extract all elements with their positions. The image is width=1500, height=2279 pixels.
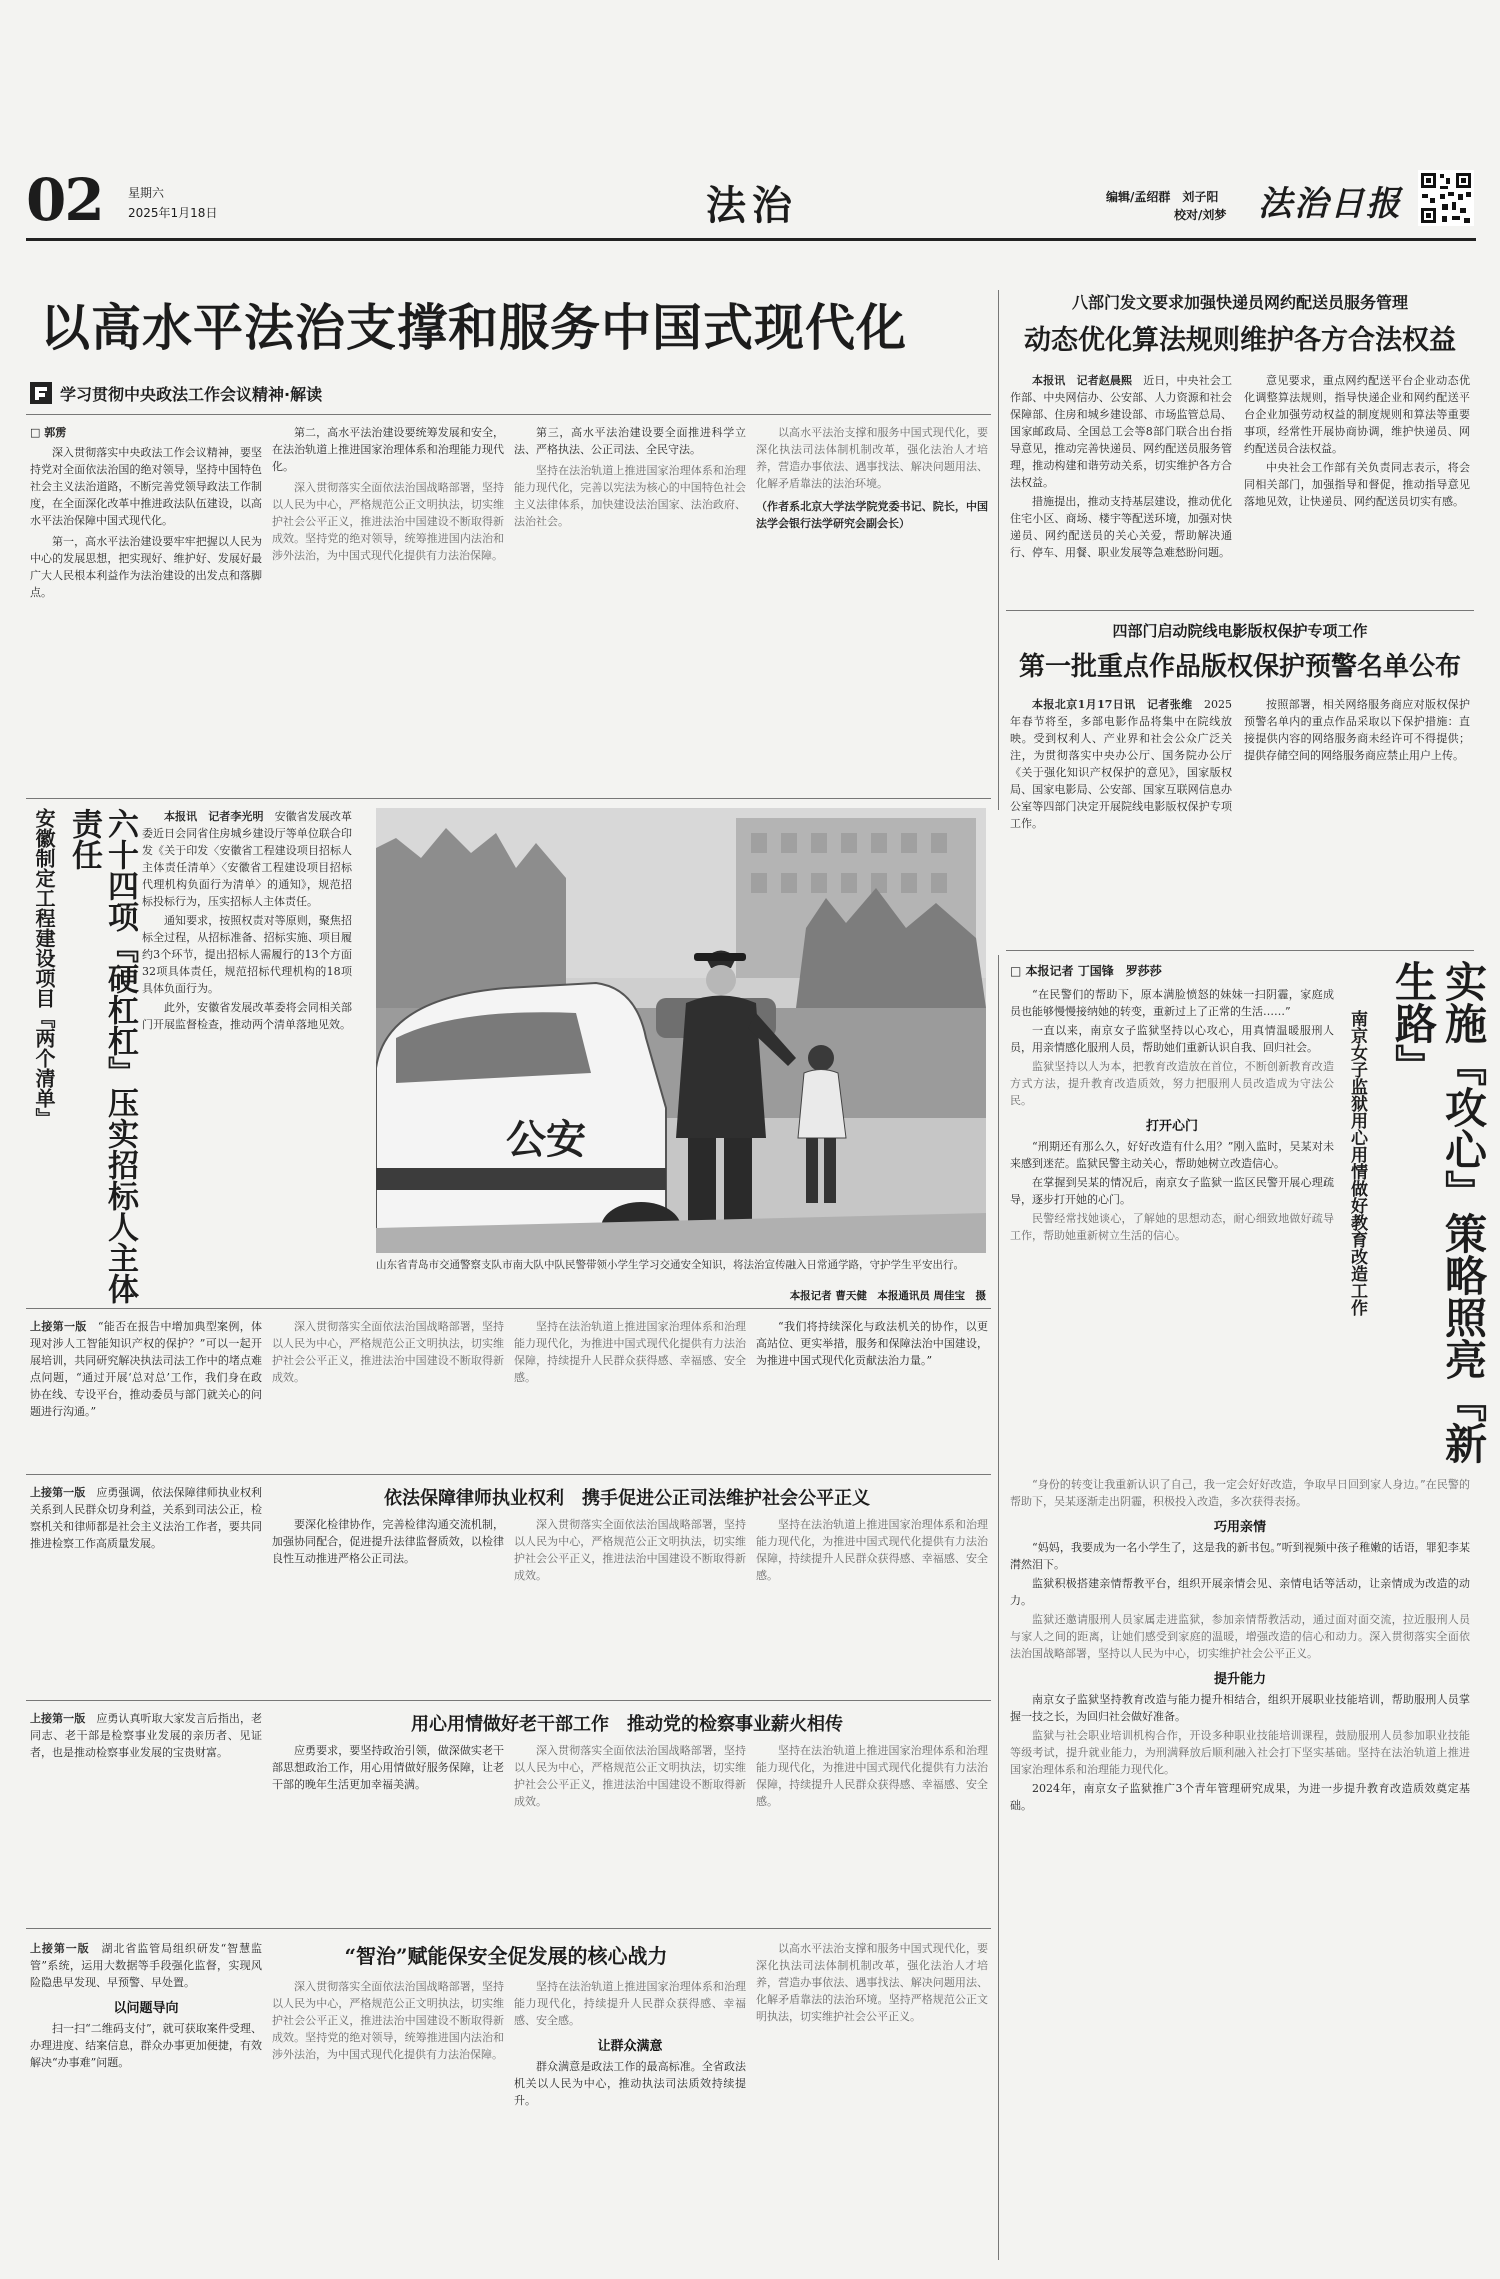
anhui-column-1 [142, 808, 352, 1298]
page-header [26, 166, 1476, 238]
express-paragraph: 中央社会工作部有关负责同志表示，将会同相关部门，加强指导和督促，推动指导意见落地见效，让快递员、网约配送员切实有感。 [1244, 461, 1470, 508]
veteran-column-4 [756, 1742, 988, 1920]
anhui-byline: 本报讯 记者李光明 [164, 810, 264, 823]
feature-paragraph: 一直以来，南京女子监狱坚持以心攻心，用真情温暖服刑人员，用亲情感化服刑人员，帮助她们重新认识自我、回归社会。 [1010, 1024, 1334, 1054]
lawyer-text: 应勇强调，依法保障律师执业权利关系到人民群众切身利益，关系到司法公正，检察机关和律师都是社会主义法治工作者，要共同推进检察工作高质量发展。 [30, 1486, 262, 1550]
weekday: 星期六 [128, 186, 165, 200]
continuation-column-4 [756, 1318, 988, 1468]
feature-paragraph: 在掌握到吴某的情况后，南京女子监狱一监区民警开展心理疏导，逐步打开她的心门。 [1010, 1176, 1334, 1206]
copyright-paragraph: 按照部署，相关网络服务商应对版权保护预警名单内的重点作品采取以下保护措施：直接提供内容的网络服务商未经许可不得提供；提供存储空间的网络服务商应禁止用户上传。 [1244, 698, 1470, 762]
copyright-paragraph [1010, 696, 1232, 832]
copyright-rule [1006, 950, 1474, 951]
photo-illustration [376, 808, 986, 1253]
feature-paragraph: 南京女子监狱坚持教育改造与能力提升相结合，组织开展职业技能培训，帮助服刑人员掌握一技之长，为回归社会做好准备。 [1010, 1693, 1470, 1723]
door-label: 公安 [506, 1117, 586, 1163]
feature-subhead: 打开心门 [1145, 1119, 1198, 1134]
veteran-paragraph [30, 1710, 262, 1761]
continuation-column-1 [30, 1318, 262, 1468]
filler-text: 坚持在法治轨道上推进国家治理体系和治理能力现代化，完善以宪法为核心的中国特色社会主义法律体系，加快建设法治国家、法治政府、法治社会。 [514, 464, 746, 528]
anhui-text: 安徽省发展改革委近日会同省住房城乡建设厅等单位联合印发《关于印发〈安徽省工程建设项目招标人主体责任清单〉〈安徽省工程建设项目招标代理机构负面行为清单〉的通知》，规范招标投标行为，压实招标人主体责任。 [142, 810, 352, 908]
continuation-paragraph: “我们将持续深化与政法机关的协作，以更高站位、更实举措，服务和保障法治中国建设，为推进中国式现代化贡献法治力量。” [756, 1320, 988, 1367]
express-text: 近日，中央社会工作部、中央网信办、公安部、人力资源和社会保障部、住房和城乡建设部、市场监管总局、国家邮政局、全国总工会等8部门联合出台指导意见，推动完善快递员、网约配送员服务管理，推动构建和谐劳动关系，切实维护各方合法权益。 [1010, 374, 1232, 489]
feature-column-top [1010, 986, 1334, 1466]
zhizhi-column-2 [272, 1978, 504, 2260]
continuation-paragraph [30, 1318, 262, 1420]
veteran-text: 应勇认真听取大家发言后指出，老同志、老干部是检察事业发展的亲历者、见证者，也是推动检察事业发展的宝贵财富。 [30, 1712, 262, 1759]
zhizhi-subhead: 以问题导向 [113, 2001, 179, 2016]
feature-subhead: 提升能力 [1213, 1672, 1266, 1687]
anhui-paragraph [142, 808, 352, 910]
express-paragraph: 意见要求，重点网约配送平台企业动态优化调整算法规则，指导快递企业和网约配送平台企业加强劳动权益的制度规则和算法等重要事项，经常性开展协商协调，维护快递员、网约配送员合法权益。 [1244, 374, 1470, 455]
zhizhi-column-4 [756, 1940, 988, 2260]
lead-column-4 [756, 424, 988, 784]
veteran-label: 上接第一版 [30, 1712, 86, 1725]
feature-byline: □ 本报记者 丁国锋 罗莎莎 [1010, 964, 1162, 978]
photo-credit: 本报记者 曹天健 本报通讯员 周佳宝 摄 [789, 1290, 986, 1302]
feature-vertical-headline: 实施『攻心』策略照亮『新生路』 [1389, 960, 1488, 1464]
lead-paragraph: 深入贯彻落实中央政法工作会议精神，要坚持党对全面依法治国的绝对领导，坚持中国特色社会主义法治道路，不断完善党领导政法工作制度，在全面深化改革中推进政法队伍建设，以高水平法治保障中国式现代化。 [30, 446, 262, 527]
issue-date: 2025年1月18日 [128, 206, 218, 220]
copyright-column-2 [1244, 696, 1470, 944]
express-rule [1006, 610, 1474, 611]
editors: 编辑/孟绍群 刘子阳 [1106, 190, 1219, 204]
section-title: 法治 [706, 182, 798, 229]
filler-text: 以高水平法治支撑和服务中国式现代化，要深化执法司法体制机制改革，强化法治人才培养，营造办事依法、遇事找法、解决问题用法、化解矛盾靠法的法治环境。 [756, 426, 988, 490]
feature-paragraph: “在民警们的帮助下，原本满脸愤怒的妹妹一扫阴霾，家庭成员也能够慢慢接纳她的转变，重新过上了正常的生活……” [1010, 988, 1334, 1018]
news-photo [376, 808, 986, 1253]
lawyer-headline: 依法保障律师执业权利 携手促进公正司法维护社会公平正义 [384, 1488, 870, 1509]
filler-text: 以高水平法治支撑和服务中国式现代化，要深化执法司法体制机制改革，强化法治人才培养，营造办事依法、遇事找法、解决问题用法、化解矛盾靠法的法治环境。坚持严格规范公正文明执法，切实维护社会公平正义。 [756, 1942, 988, 2023]
anhui-paragraph: 通知要求，按照权责对等原则，聚焦招标全过程，从招标准备、招标实施、项目履约3个环节，提出招标人需履行的13个方面32项具体责任，规范招标代理机构的18项具体负面行为。 [142, 914, 352, 995]
express-headline: 动态优化算法规则维护各方合法权益 [1024, 325, 1456, 356]
filler-text: 坚持在法治轨道上推进国家治理体系和治理能力现代化，持续提升人民群众获得感、幸福感、安全感。 [514, 1980, 746, 2027]
page-number: 02 [26, 166, 103, 234]
feature-paragraph: 2024年，南京女子监狱推广3个青年管理研究成果，为进一步提升教育改造质效奠定基础。 [1010, 1782, 1470, 1812]
lead-column-3 [514, 424, 746, 784]
lead-column-1 [30, 424, 262, 784]
express-paragraph [1010, 372, 1232, 491]
qr-code-icon [1418, 170, 1474, 226]
lead-paragraph: 第一，高水平法治建设要牢牢把握以人民为中心的发展思想，把实现好、维护好、发展好最广大人民根本利益作为法治建设的出发点和落脚点。 [30, 535, 262, 599]
zhizhi-column-1 [30, 1940, 262, 2260]
anhui-top-rule [26, 798, 991, 799]
copyright-byline: 本报北京1月17日讯 记者张维 [1032, 698, 1193, 711]
continuation-rule [26, 1474, 991, 1475]
anhui-vertical-headline: 六十四项『硬杠杠』压实招标人主体责任 [66, 808, 138, 1304]
filler-text: 监狱还邀请服刑人员家属走进监狱，参加亲情帮教活动，通过面对面交流，拉近服刑人员与家人之间的距离，让她们感受到家庭的温暖，增强改造的信心和动力。深入贯彻落实全面依法治国战略部署，坚持以人民为中心，切实维护社会公平正义。 [1010, 1613, 1470, 1660]
lawyer-rule [26, 1700, 991, 1701]
anhui-vertical-subtitle: 安徽制定工程建设项目『两个清单』 [32, 808, 56, 1128]
veteran-column-2 [272, 1742, 504, 1920]
lawyer-column-1 [30, 1484, 262, 1692]
feature-paragraph: 监狱积极搭建亲情帮教平台，组织开展亲情会见、亲情电话等活动，让亲情成为改造的动力。 [1010, 1577, 1470, 1607]
veteran-rule [26, 1928, 991, 1929]
filler-text: 坚持在法治轨道上推进国家治理体系和治理能力现代化，为推进中国式现代化提供有力法治保障，持续提升人民群众获得感、幸福感、安全感。 [514, 1320, 746, 1384]
zhizhi-paragraph: 群众满意是政法工作的最高标准。全省政法机关以人民为中心，推动执法司法质效持续提升。 [514, 2060, 746, 2107]
feature-vertical-subtitle: 南京女子监狱用心用情做好教育改造工作 [1347, 1010, 1367, 1316]
express-column-2 [1244, 372, 1470, 662]
feature-column-bottom [1010, 1476, 1470, 2260]
lawyer-column-4 [756, 1516, 988, 1692]
photo-caption: 山东省青岛市交通警察支队市南大队中队民警带领小学生学习交通安全知识，将法治宣传融入日常通学路，守护学生平安出行。 [376, 1259, 964, 1271]
copyright-column-1 [1010, 696, 1232, 944]
continuation-column-2 [272, 1318, 504, 1468]
veteran-headline: 用心用情做好老干部工作 推动党的检察事业薪火相传 [411, 1714, 843, 1735]
filler-text: 坚持在法治轨道上推进国家治理体系和治理能力现代化，为推进中国式现代化提供有力法治保障，持续提升人民群众获得感、幸福感、安全感。 [756, 1744, 988, 1808]
series-label: 学习贯彻中央政法工作会议精神·解读 [60, 385, 323, 404]
proofreader: 校对/刘梦 [1174, 208, 1227, 222]
feature-paragraph: “妈妈，我要成为一名小学生了，这是我的新书包。”听到视频中孩子稚嫩的话语，罪犯李某潸然泪下。 [1010, 1541, 1470, 1571]
zhizhi-paragraph: 扫一扫“二维码支付”，就可获取案件受理、办理进度、结案信息，群众办事更加便捷，有效解决“办事难”问题。 [30, 2022, 262, 2069]
zhizhi-column-3 [514, 1978, 746, 2260]
copyright-text: 2025年春节将至，多部电影作品将集中在院线放映。受到权利人、产业界和社会公众广泛关注，为贯彻落实中央办公厅、国务院办公厅《关于强化知识产权保护的意见》，国家版权局、国家电影局、公安部、国家互联网信息办公室等四部门决定开展院线电影版权保护专项工作。 [1010, 698, 1232, 830]
lead-paragraph: 第二，高水平法治建设要统筹发展和安全，在法治轨道上推进国家治理体系和治理能力现代化。 [272, 426, 504, 473]
veteran-column-1 [30, 1710, 262, 1920]
column-divider [998, 290, 999, 810]
veteran-paragraph: 应勇要求，要坚持政治引领，做深做实老干部思想政治工作，用心用情做好服务保障，让老干部的晚年生活更加幸福美满。 [272, 1744, 504, 1791]
filler-text: 监狱坚持以人为本，把教育改造放在首位，不断创新教育改造方式方法，提升教育改造质效，努力把服刑人员改造成为守法公民。 [1010, 1060, 1334, 1107]
filler-text: 民警经常找她谈心，了解她的思想动态，耐心细致地做好疏导工作，帮助她重新树立生活的信心。 [1010, 1212, 1334, 1242]
anhui-paragraph: 此外，安徽省发展改革委将会同相关部门开展监督检查，推动两个清单落地见效。 [142, 1001, 352, 1031]
lead-headline: 以高水平法治支撑和服务中国式现代化 [40, 298, 907, 357]
express-column-1 [1010, 372, 1232, 662]
lead-column-2 [272, 424, 504, 784]
copyright-kicker: 四部门启动院线电影版权保护专项工作 [1112, 622, 1368, 640]
filler-text: 深入贯彻落实全面依法治国战略部署，坚持以人民为中心，严格规范公正文明执法，切实维护社会公平正义，推进法治中国建设不断取得新成效。坚持党的绝对领导，统筹推进国内法治和涉外法治，为中国式现代化提供有力法治保障。 [272, 481, 504, 562]
filler-text: 深入贯彻落实全面依法治国战略部署，坚持以人民为中心，严格规范公正文明执法，切实维护社会公平正义，推进法治中国建设不断取得新成效。 [514, 1518, 746, 1582]
express-kicker: 八部门发文要求加强快递员网约配送员服务管理 [1071, 293, 1408, 312]
filler-text: 深入贯彻落实全面依法治国战略部署，坚持以人民为中心，严格规范公正文明执法，切实维护社会公平正义，推进法治中国建设不断取得新成效。 [514, 1744, 746, 1808]
lawyer-column-2 [272, 1516, 504, 1692]
series-banner [30, 380, 410, 406]
photo-rule [26, 1308, 991, 1309]
zhizhi-headline: “智治”赋能保安全促发展的核心战力 [344, 1944, 668, 1968]
continuation-text: “能否在报告中增加典型案例，体现对涉人工智能知识产权的保护？”可以一起开展培训，共同研究解决执法司法工作中的堵点难点问题，“通过开展‘总对总’工作，我们身在政协在线、专设平台，推动委员与部门就关心的问题进行沟通。” [30, 1320, 262, 1418]
zhizhi-paragraph [30, 1940, 262, 1991]
filler-text: 深入贯彻落实全面依法治国战略部署，坚持以人民为中心，严格规范公正文明执法，切实维护社会公平正义，推进法治中国建设不断取得新成效。坚持党的绝对领导，统筹推进国内法治和涉外法治，为中国式现代化提供有力法治保障。 [272, 1980, 504, 2061]
lawyer-paragraph [30, 1484, 262, 1552]
zhizhi-text: 湖北省监管局组织研发“智慧监管”系统，运用大数据等手段强化监督，实现风险隐患早发现、早预警、早处置。 [30, 1942, 262, 1989]
masthead-logo: 法治日报 [1258, 184, 1402, 224]
lead-rule [26, 414, 991, 415]
copyright-headline: 第一批重点作品版权保护预警名单公布 [1018, 652, 1461, 682]
filler-text: 坚持在法治轨道上推进国家治理体系和治理能力现代化，为推进中国式现代化提供有力法治保障，持续提升人民群众获得感、幸福感、安全感。 [756, 1518, 988, 1582]
lawyer-column-3 [514, 1516, 746, 1692]
series-icon [30, 382, 52, 404]
lawyer-paragraph: 要深化检律协作，完善检律沟通交流机制，加强协同配合，促进提升法律监督质效，以检律良性互动推进严格公正司法。 [272, 1518, 504, 1565]
feature-subhead: 巧用亲情 [1213, 1520, 1266, 1535]
lead-author: □ 郭雳 [30, 426, 67, 439]
express-byline: 本报讯 记者赵晨熙 [1032, 374, 1133, 387]
filler-text: 监狱与社会职业培训机构合作，开设多种职业技能培训课程，鼓励服刑人员参加职业技能等级考试，提升就业能力，为刑满释放后顺利融入社会打下坚实基础。坚持在法治轨道上推进国家治理体系和治理能力现代化。 [1010, 1729, 1470, 1776]
zhizhi-subhead: 让群众满意 [597, 2039, 663, 2054]
feature-paragraph: “刑期还有那么久，好好改造有什么用？”刚入监时，吴某对未来感到迷茫。监狱民警主动关心，帮助她树立改造信心。 [1010, 1140, 1334, 1170]
feature-divider [998, 955, 999, 2260]
lead-paragraph: 第三，高水平法治建设要全面推进科学立法、严格执法、公正司法、全民守法。 [514, 426, 746, 456]
filler-text: “身份的转变让我重新认识了自己，我一定会好好改造，争取早日回到家人身边。”在民警的帮助下，吴某逐渐走出阴霾，积极投入改造，多次获得表扬。 [1010, 1478, 1470, 1508]
express-paragraph: 措施提出，推动支持基层建设，推动优化住宅小区、商场、楼宇等配送环境，加强对快递员、网约配送员的关心关爱，帮助解决通行、停车、用餐、职业发展等急难愁盼问题。 [1010, 495, 1232, 559]
filler-text: 深入贯彻落实全面依法治国战略部署，坚持以人民为中心，严格规范公正文明执法，切实维护社会公平正义，推进法治中国建设不断取得新成效。 [272, 1320, 504, 1384]
continuation-column-3 [514, 1318, 746, 1468]
lead-author-note: （作者系北京大学法学院党委书记、院长，中国法学会银行法学研究会副会长） [756, 500, 988, 530]
header-rule [26, 238, 1476, 241]
lawyer-label: 上接第一版 [30, 1486, 86, 1499]
veteran-column-3 [514, 1742, 746, 1920]
continuation-label: 上接第一版 [30, 1320, 87, 1333]
zhizhi-label: 上接第一版 [30, 1942, 90, 1955]
